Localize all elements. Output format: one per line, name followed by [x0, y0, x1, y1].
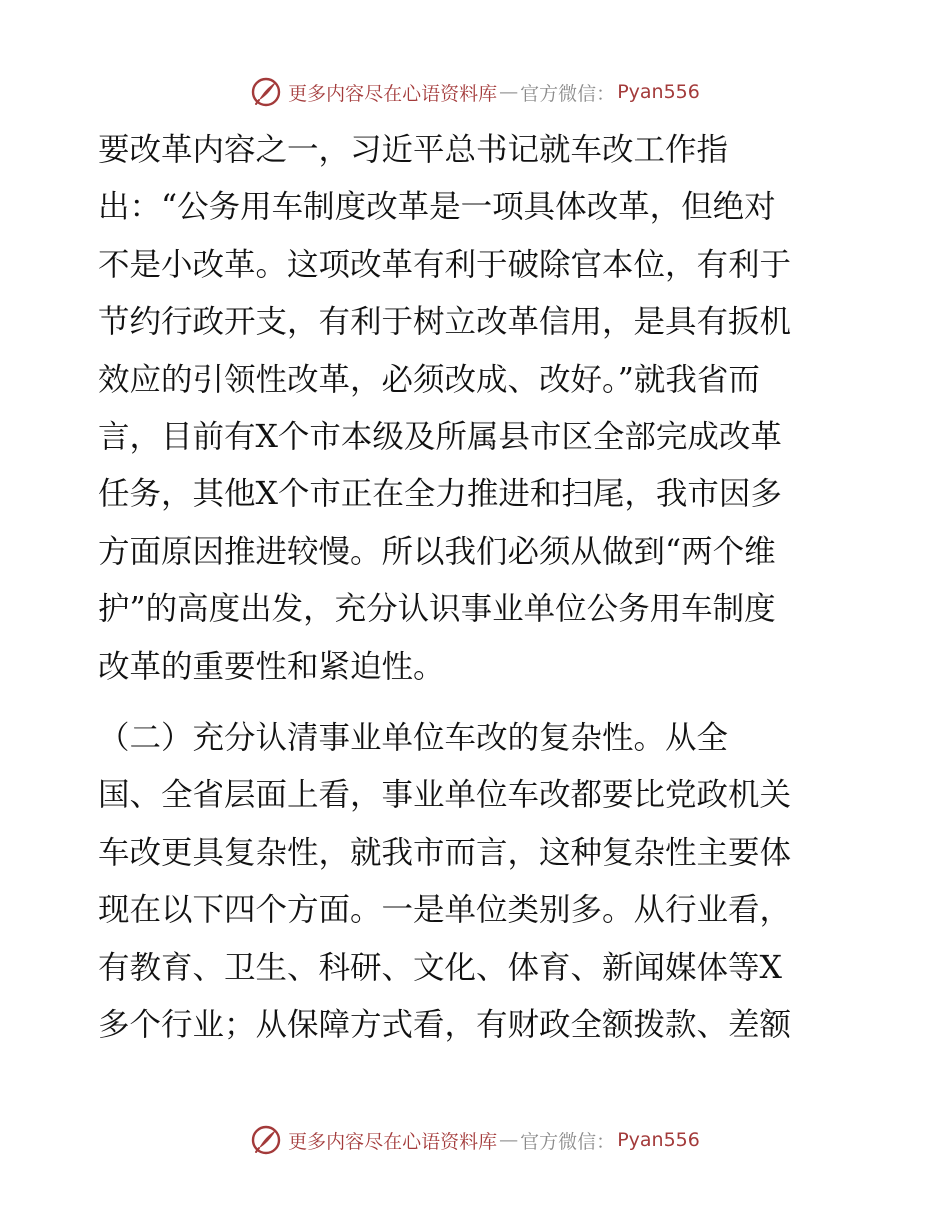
document-body — [98, 122, 854, 1055]
text-line: 效应的引领性改革，必须改成、改好。”就我省而 — [98, 361, 760, 398]
text-line: 车改更具复杂性，就我市而言，这种复杂性主要体 — [98, 834, 792, 871]
text-line: 不是小改革。这项改革有利于破除官本位，有利于 — [98, 246, 792, 283]
watermark-text: 更多内容尽在心语资料库 — [288, 1130, 498, 1153]
watermark-separator: — — [499, 81, 519, 103]
feather-pen-logo-icon — [250, 76, 282, 108]
text-line: 节约行政开支，有利于树立改革信用，是具有扳机 — [98, 304, 792, 341]
watermark-wechat-id: Pyan556 — [617, 1129, 700, 1151]
text-line: 要改革内容之一，习近平总书记就车改工作指 — [98, 132, 729, 168]
footer-watermark — [0, 1120, 950, 1160]
watermark-text: 更多内容尽在心语资料库 — [288, 82, 498, 105]
text-line: 现在以下四个方面。一是单位类别多。从行业看， — [98, 892, 792, 929]
feather-pen-logo-icon — [250, 1124, 282, 1156]
text-line: 任务，其他X个市正在全力推进和扫尾，我市因多 — [98, 476, 782, 513]
text-line: （二）充分认清事业单位车改的复杂性。从全 — [98, 720, 729, 757]
text-line: 国、全省层面上看，事业单位车改都要比党政机关 — [98, 777, 792, 814]
text-line: 多个行业；从保障方式看，有财政全额拨款、差额 — [98, 1007, 792, 1044]
paragraph-2 — [98, 710, 854, 1054]
header-watermark — [0, 72, 950, 112]
text-line: 护”的高度出发，充分认识事业单位公务用车制度 — [98, 591, 776, 628]
watermark-label: 官方微信： — [520, 82, 616, 105]
text-line: 方面原因推进较慢。所以我们必须从做到“两个维 — [98, 533, 776, 570]
watermark-label: 官方微信： — [520, 1130, 616, 1153]
watermark-separator: — — [499, 1129, 519, 1151]
text-line: 出：“公务用车制度改革是一项具体改革，但绝对 — [98, 189, 776, 226]
text-line: 改革的重要性和紧迫性。 — [98, 648, 445, 685]
paragraph-1 — [98, 122, 854, 696]
text-line: 有教育、卫生、科研、文化、体育、新闻媒体等X — [98, 949, 782, 986]
watermark-wechat-id: Pyan556 — [617, 81, 700, 103]
text-line: 言，目前有X个市本级及所属县市区全部完成改革 — [98, 419, 782, 456]
